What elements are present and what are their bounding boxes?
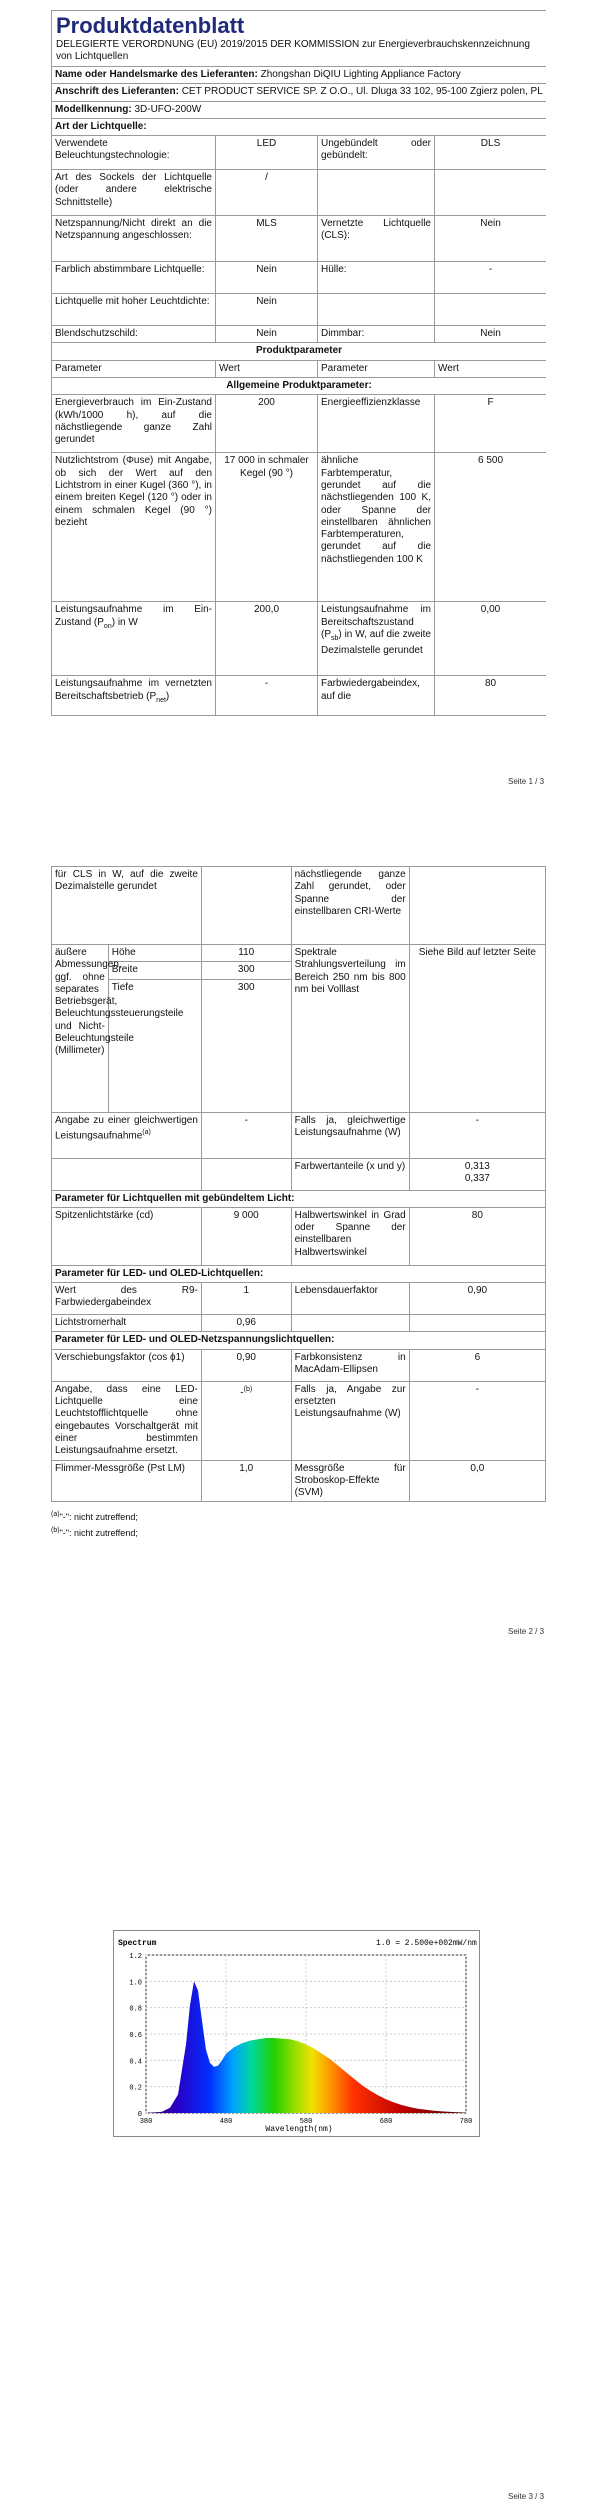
param-label: Wert des R9-Farbwiedergabeindex (52, 1283, 202, 1315)
y-tick-label: 0.2 (129, 2084, 142, 2093)
type-label: Ungebündelt oder gebündelt: (318, 136, 435, 170)
param-label: Lichtstromerhalt (52, 1315, 202, 1332)
param-value: - (409, 1381, 545, 1460)
type-label (318, 294, 435, 326)
column-header-value: Wert (216, 360, 318, 377)
footnote-b: $^{(b)}$"-": nicht zutreffend; (51, 1527, 138, 1539)
product-parameters-header: Produktparameter (52, 343, 547, 360)
type-value: Nein (216, 262, 318, 294)
spectral-value: Siehe Bild auf letzter Seite (409, 945, 545, 1113)
chart-title: Spectrum (118, 1939, 157, 1948)
datasheet-table-page-1 (51, 10, 546, 716)
page-number: Seite 3 / 3 (508, 2492, 545, 2501)
regulation-subtitle: DELEGIERTE VERORDNUNG (EU) 2019/2015 DER KOMMISSION zur Energieverbrauchskennzeichnung von Lichtquellen (56, 39, 530, 62)
param-value: - (409, 1112, 545, 1158)
supplier-name-value: Zhongshan DiQIU Lighting Appliance Factory (260, 69, 461, 80)
param-value: 0,313 0,337 (409, 1158, 545, 1190)
led-header: Parameter für LED- und OLED-Lichtquellen: (52, 1265, 546, 1282)
type-value: Nein (435, 326, 547, 343)
param-label: Leistungsaufnahme im Bereitschaftszustand $(P_{sb})$ in W, auf die zweite Dezimalstelle gerundet (318, 602, 435, 676)
general-parameters-header: Allgemeine Produktparameter: (52, 378, 547, 395)
param-value: 17 000 in schmaler Kegel (90 °) (216, 453, 318, 602)
type-value (435, 170, 547, 216)
param-label: Falls ja, Angabe zur ersetzten Leistungsaufnahme (W) (291, 1381, 409, 1460)
type-value: Nein (216, 294, 318, 326)
x-tick-label: 680 (379, 2118, 393, 2126)
type-label: Verwendete Beleuchtungstechnologie: (52, 136, 216, 170)
type-label: Hülle: (318, 262, 435, 294)
y-tick-label: 0.6 (129, 2032, 142, 2040)
param-value: - (201, 1112, 291, 1158)
type-label: Lichtquelle mit hoher Leuchtdichte: (52, 294, 216, 326)
param-label: Angabe, dass eine LED-Lichtquelle eine Leuchtstofflichtquelle ohne eingebautes Vorschaltgerät mit einer bestimmten Leistungsaufnahme ersetzt. (52, 1381, 202, 1460)
param-label: Energieeffizienzklasse (318, 395, 435, 453)
param-value: 6 500 (435, 453, 547, 602)
footnote-a: $^{(a)}$"-": nicht zutreffend; (51, 1511, 138, 1523)
y-tick-label: 1.2 (129, 1953, 142, 1961)
x-tick-label: 480 (219, 2118, 233, 2126)
footnotes (51, 1508, 546, 1540)
param-label: Angabe zu einer gleichwertigen Leistungsaufnahme$^{(a)}$ (52, 1112, 202, 1158)
param-label: Spitzenlichtstärke (cd) (52, 1207, 202, 1265)
type-value: DLS (435, 136, 547, 170)
chart-annotation: 1.0 = 2.500e+002mW/nm (376, 1939, 477, 1948)
type-value: - (435, 262, 547, 294)
param-value: 0,00 (435, 602, 547, 676)
param-value: 200,0 (216, 602, 318, 676)
type-value: MLS (216, 216, 318, 262)
type-label: Dimmbar: (318, 326, 435, 343)
type-value: LED (216, 136, 318, 170)
param-value: 0,90 (409, 1283, 545, 1315)
spectrum-chart (113, 1930, 480, 2137)
x-axis-label: Wavelength(nm) (265, 2125, 333, 2134)
param-label: Leistungsaufnahme im Ein-Zustand $(P_{on})$ in W (52, 602, 216, 676)
param-label: nächstliegende ganze Zahl gerundet, oder Spanne der einstellbaren CRI-Werte (291, 867, 409, 945)
dimensions-label: äußere Abmessungen, ggf. ohne separates Betriebsgerät, Beleuchtungssteuerungsteile und Nicht-Beleuchtungsteile (Millimeter) (52, 945, 109, 1113)
spectral-label: Spektrale Strahlungsverteilung im Bereich 250 nm bis 800 nm bei Volllast (291, 945, 409, 1113)
datasheet-table-page-2 (51, 866, 546, 1502)
dimension-name: Tiefe (108, 979, 201, 1112)
dimension-value: 300 (201, 962, 291, 979)
page-number: Seite 1 / 3 (508, 777, 545, 786)
param-value: 9 000 (201, 1207, 291, 1265)
page-1 (51, 10, 546, 770)
spectrum-chart-svg (114, 1931, 479, 2136)
supplier-address-row (52, 84, 547, 101)
param-value: F (435, 395, 547, 453)
supplier-name-label: Name oder Handelsmarke des Lieferanten: (55, 69, 258, 80)
param-label: Messgröße für Stroboskop-Effekte (SVM) (291, 1460, 409, 1502)
y-tick-label: 0.4 (129, 2058, 142, 2067)
page-title: Produktdatenblatt (56, 13, 245, 38)
dimension-value: 300 (201, 979, 291, 1112)
dimension-name: Höhe (108, 945, 201, 962)
column-header-parameter: Parameter (52, 360, 216, 377)
param-value: 200 (216, 395, 318, 453)
param-value: 80 (409, 1207, 545, 1265)
page-2 (51, 866, 546, 1566)
param-label: Farbwiedergabeindex, auf die (318, 676, 435, 716)
param-label: Halbwertswinkel in Grad oder Spanne der einstellbaren Halbwertswinkel (291, 1207, 409, 1265)
param-label: Leistungsaufnahme im vernetzten Bereitschaftsbetrieb $(P_{net})$ (52, 676, 216, 716)
column-header-value: Wert (435, 360, 547, 377)
param-value: -$^{(b)}$ (201, 1381, 291, 1460)
x-tick-label: 580 (299, 2118, 313, 2126)
supplier-address-value: CET PRODUCT SERVICE SP. Z O.O., Ul. Dluga 33 102, 95-100 Zgierz polen, PL (181, 86, 543, 98)
type-value: / (216, 170, 318, 216)
y-tick-label: 1.0 (129, 1979, 142, 1988)
type-value: Nein (435, 216, 547, 262)
spectrum-series (146, 1981, 466, 2113)
supplier-address-label: Anschrift des Lieferanten: (55, 86, 179, 98)
type-label: Farblich abstimmbare Lichtquelle: (52, 262, 216, 294)
param-value: 6 (409, 1349, 545, 1381)
param-label: Flimmer-Messgröße (Pst LM) (52, 1460, 202, 1502)
type-label (318, 170, 435, 216)
type-label: Art des Sockels der Lichtquelle (oder andere elektrische Schnittstelle) (52, 170, 216, 216)
param-label: ähnliche Farbtemperatur, gerundet auf die nächstliegenden 100 K, oder Spanne der einstellbaren ähnlichen Farbtemperaturen, gerundet auf die nächstliegenden 100 K (318, 453, 435, 602)
dimension-value: 110 (201, 945, 291, 962)
y-tick-label: 0 (137, 2111, 142, 2119)
param-label: Falls ja, gleichwertige Leistungsaufnahme (W) (291, 1112, 409, 1158)
supplier-name-row (52, 67, 547, 84)
model-row (52, 101, 547, 118)
y-tick-label: 0.8 (129, 2005, 142, 2014)
param-label: Energieverbrauch im Ein-Zustand (kWh/1000 h), auf die nächstliegende ganze Zahl gerundet (52, 395, 216, 453)
type-value (435, 294, 547, 326)
model-value: 3D-UFO-200W (134, 103, 202, 115)
light-source-type-header: Art der Lichtquelle: (52, 118, 547, 135)
param-label: Verschiebungsfaktor (cos ϕ1) (52, 1349, 202, 1381)
param-value: - (216, 676, 318, 716)
dimension-name: Breite (108, 962, 201, 979)
type-label: Blendschutzschild: (52, 326, 216, 343)
param-value: 1,0 (201, 1460, 291, 1502)
page-number: Seite 2 / 3 (508, 1627, 545, 1636)
param-label: Farbwertanteile (x und y) (291, 1158, 409, 1190)
type-value: Nein (216, 326, 318, 343)
param-value: 1 (201, 1283, 291, 1315)
param-value: 0,90 (201, 1349, 291, 1381)
param-value: 0,96 (201, 1315, 291, 1332)
x-tick-label: 780 (459, 2118, 473, 2126)
type-label: Vernetzte Lichtquelle (CLS): (318, 216, 435, 262)
mls-header: Parameter für LED- und OLED-Netzspannungslichtquellen: (52, 1332, 546, 1349)
x-tick-label: 380 (139, 2118, 153, 2126)
param-label: Nutzlichtstrom (Φuse) mit Angabe, ob sich der Wert auf den Lichtstrom in einer Kugel (360 °), in einem breiten Kegel (120 °) oder in einem schmalen Kegel (90 °) bezieht (52, 453, 216, 602)
param-value: 80 (435, 676, 547, 716)
type-label: Netzspannung/Nicht direkt an die Netzspannung angeschlossen: (52, 216, 216, 262)
param-label: für CLS in W, auf die zweite Dezimalstelle gerundet (52, 867, 202, 945)
column-header-parameter: Parameter (318, 360, 435, 377)
param-label: Farbkonsistenz in MacAdam-Ellipsen (291, 1349, 409, 1381)
param-label: Lebensdauerfaktor (291, 1283, 409, 1315)
model-label: Modellkennung: (55, 103, 132, 115)
directional-header: Parameter für Lichtquellen mit gebündeltem Licht: (52, 1190, 546, 1207)
param-value: 0,0 (409, 1460, 545, 1502)
